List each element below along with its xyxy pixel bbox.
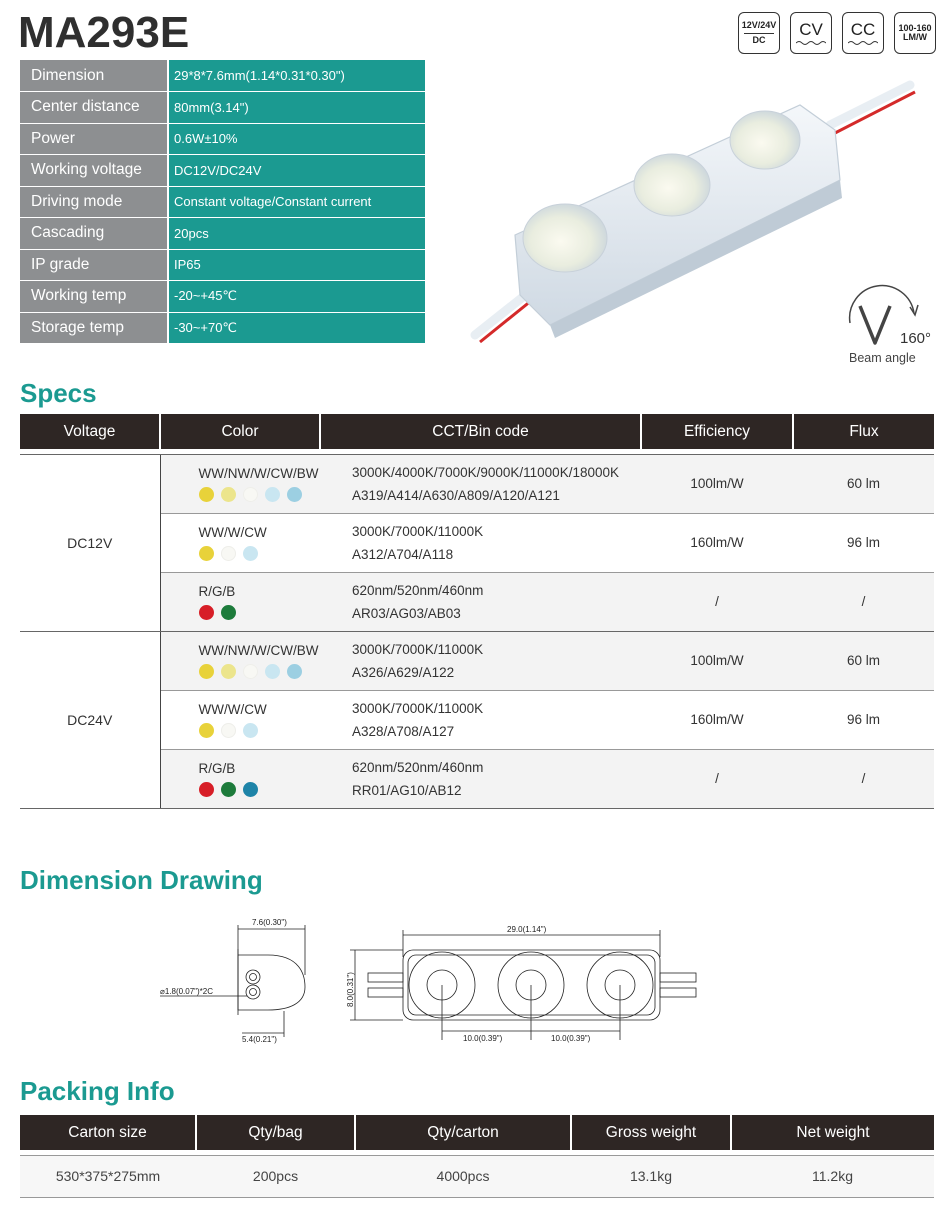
packing-header-gross-weight: Gross weight bbox=[571, 1115, 731, 1150]
beam-angle-value: 160° bbox=[900, 330, 932, 347]
color-swatch bbox=[243, 546, 258, 561]
table-row bbox=[20, 454, 934, 513]
front-view bbox=[350, 930, 696, 1040]
spec-color-name: R/G/B bbox=[198, 583, 236, 599]
specs-table bbox=[20, 414, 934, 809]
spec-efficiency: 100lm/W bbox=[641, 454, 793, 513]
color-swatch bbox=[199, 723, 214, 738]
spec-cct bbox=[320, 631, 641, 690]
color-swatch bbox=[265, 664, 280, 679]
spec-cct-values: 3000K/7000K/11000K bbox=[352, 523, 484, 539]
spec-cct-values: 620nm/520nm/460nm bbox=[352, 582, 484, 598]
spec-cct-values: 3000K/7000K/11000K bbox=[352, 700, 484, 716]
spec-flux: / bbox=[793, 572, 934, 631]
constant-voltage-icon bbox=[790, 12, 832, 54]
beam-angle-label: Beam angle bbox=[849, 351, 916, 365]
color-swatches bbox=[199, 782, 321, 797]
param-value: 20pcs bbox=[168, 218, 425, 250]
packing-header-qty-carton: Qty/carton bbox=[355, 1115, 571, 1150]
color-swatch bbox=[221, 664, 236, 679]
spec-cct-values: 3000K/4000K/7000K/9000K/11000K/18000K bbox=[352, 464, 619, 480]
color-swatch bbox=[287, 664, 302, 679]
packing-gross-weight: 13.1kg bbox=[571, 1155, 731, 1197]
color-swatch bbox=[287, 487, 302, 502]
param-label: Working voltage bbox=[20, 155, 168, 187]
color-swatches bbox=[199, 605, 321, 620]
color-swatch bbox=[265, 487, 280, 502]
color-swatch bbox=[221, 487, 236, 502]
model-title: MA293E bbox=[18, 8, 190, 57]
param-label: Driving mode bbox=[20, 186, 168, 218]
color-swatch bbox=[199, 487, 214, 502]
packing-header-qty-bag: Qty/bag bbox=[196, 1115, 355, 1150]
param-label: IP grade bbox=[20, 249, 168, 281]
color-swatch bbox=[221, 723, 236, 738]
color-swatch bbox=[243, 782, 258, 797]
spec-color-name: WW/NW/W/CW/BW bbox=[198, 465, 319, 481]
spec-efficiency: / bbox=[641, 749, 793, 808]
color-swatches bbox=[199, 487, 321, 502]
packing-header-net-weight: Net weight bbox=[731, 1115, 934, 1150]
wave-icon bbox=[796, 40, 826, 45]
packing-qty-bag: 200pcs bbox=[196, 1155, 355, 1197]
spec-flux: 96 lm bbox=[793, 513, 934, 572]
param-value: 80mm(3.14") bbox=[168, 92, 425, 124]
spec-voltage: DC24V bbox=[20, 631, 160, 808]
param-label: Center distance bbox=[20, 92, 168, 124]
param-value: 29*8*7.6mm(1.14*0.31*0.30") bbox=[168, 60, 425, 92]
param-label: Cascading bbox=[20, 218, 168, 250]
color-swatch bbox=[221, 546, 236, 561]
spec-efficiency: 160lm/W bbox=[641, 690, 793, 749]
color-swatch bbox=[221, 605, 236, 620]
spec-bin-code: A312/A704/A118 bbox=[352, 546, 454, 562]
side-top-dimension: 7.6(0.30") bbox=[252, 918, 287, 927]
dimension-drawing bbox=[150, 915, 710, 1050]
spec-color bbox=[160, 631, 320, 690]
packing-qty-carton: 4000pcs bbox=[355, 1155, 571, 1197]
param-value: IP65 bbox=[168, 249, 425, 281]
spec-bin-code: A328/A708/A127 bbox=[352, 723, 455, 739]
efficiency-icon bbox=[894, 12, 936, 54]
packing-header-carton-size: Carton size bbox=[20, 1115, 196, 1150]
spec-cct bbox=[320, 690, 641, 749]
badge-efficiency-line2: LM/W bbox=[903, 32, 927, 42]
color-swatch bbox=[199, 782, 214, 797]
param-row bbox=[20, 281, 425, 313]
param-row bbox=[20, 186, 425, 218]
spec-cct bbox=[320, 513, 641, 572]
spec-color-name: WW/W/CW bbox=[198, 524, 267, 540]
parameter-table bbox=[20, 60, 425, 344]
spec-color-name: R/G/B bbox=[198, 760, 236, 776]
param-row bbox=[20, 60, 425, 92]
param-value: -30~+70℃ bbox=[168, 312, 425, 344]
param-label: Dimension bbox=[20, 60, 168, 92]
packing-net-weight: 11.2kg bbox=[731, 1155, 934, 1197]
param-label: Storage temp bbox=[20, 312, 168, 344]
badge-cv-text: CV bbox=[799, 20, 823, 40]
param-row bbox=[20, 123, 425, 155]
certification-badges bbox=[738, 12, 936, 54]
spec-voltage: DC12V bbox=[20, 454, 160, 631]
specs-title: Specs bbox=[20, 378, 97, 408]
color-swatch bbox=[199, 664, 214, 679]
dc-voltage-icon bbox=[738, 12, 780, 54]
front-length-dimension: 29.0(1.14") bbox=[507, 925, 547, 934]
color-swatch bbox=[243, 664, 258, 679]
spec-bin-code: A319/A414/A630/A809/A120/A121 bbox=[352, 487, 560, 503]
specs-header-flux: Flux bbox=[793, 414, 934, 449]
specs-header-cct: CCT/Bin code bbox=[320, 414, 641, 449]
constant-current-icon bbox=[842, 12, 884, 54]
color-swatches bbox=[199, 664, 321, 679]
dimension-drawing-title: Dimension Drawing bbox=[20, 865, 263, 895]
packing-info-title: Packing Info bbox=[20, 1076, 175, 1106]
table-row bbox=[20, 1155, 934, 1197]
spec-color bbox=[160, 513, 320, 572]
spec-bin-code: AR03/AG03/AB03 bbox=[352, 605, 461, 621]
color-swatch bbox=[199, 605, 214, 620]
param-value: DC12V/DC24V bbox=[168, 155, 425, 187]
param-row bbox=[20, 155, 425, 187]
table-row bbox=[20, 631, 934, 690]
param-row bbox=[20, 92, 425, 124]
badge-cc-text: CC bbox=[850, 20, 876, 40]
badge-divider bbox=[744, 33, 774, 34]
spec-cct-values: 3000K/7000K/11000K bbox=[352, 641, 484, 657]
color-swatch bbox=[243, 723, 258, 738]
specs-header-efficiency: Efficiency bbox=[641, 414, 793, 449]
spec-cct bbox=[320, 454, 641, 513]
front-height-dimension: 8.0(0.31") bbox=[346, 972, 355, 1007]
wave-icon bbox=[848, 40, 878, 45]
param-value: -20~+45℃ bbox=[168, 281, 425, 313]
badge-efficiency-line1: 100-160 bbox=[898, 22, 932, 33]
param-value: Constant voltage/Constant current bbox=[168, 186, 425, 218]
packing-carton-size: 530*375*275mm bbox=[20, 1155, 196, 1197]
spec-flux: / bbox=[793, 749, 934, 808]
spec-color-name: WW/NW/W/CW/BW bbox=[198, 642, 319, 658]
badge-voltage-line1: 12V/24V bbox=[741, 20, 777, 31]
spec-flux: 96 lm bbox=[793, 690, 934, 749]
param-value: 0.6W±10% bbox=[168, 123, 425, 155]
pitch-dimension-1: 10.0(0.39") bbox=[463, 1034, 503, 1043]
param-label: Power bbox=[20, 123, 168, 155]
param-row bbox=[20, 312, 425, 344]
param-row bbox=[20, 218, 425, 250]
color-swatch bbox=[221, 782, 236, 797]
spec-color bbox=[160, 690, 320, 749]
color-swatch bbox=[199, 546, 214, 561]
spec-efficiency: / bbox=[641, 572, 793, 631]
specs-header-color: Color bbox=[160, 414, 320, 449]
side-view bbox=[160, 925, 305, 1037]
param-label: Working temp bbox=[20, 281, 168, 313]
color-swatch bbox=[243, 487, 258, 502]
param-row bbox=[20, 249, 425, 281]
spec-bin-code: RR01/AG10/AB12 bbox=[352, 782, 462, 798]
spec-efficiency: 100lm/W bbox=[641, 631, 793, 690]
pitch-dimension-2: 10.0(0.39") bbox=[551, 1034, 591, 1043]
spec-color bbox=[160, 749, 320, 808]
spec-color bbox=[160, 572, 320, 631]
color-swatches bbox=[199, 723, 321, 738]
spec-color bbox=[160, 454, 320, 513]
spec-cct-values: 620nm/520nm/460nm bbox=[352, 759, 484, 775]
side-hole-dimension: ⌀1.8(0.07")*2C bbox=[160, 987, 214, 996]
spec-color-name: WW/W/CW bbox=[198, 701, 267, 717]
spec-flux: 60 lm bbox=[793, 631, 934, 690]
beam-angle-indicator bbox=[838, 283, 943, 373]
spec-bin-code: A326/A629/A122 bbox=[352, 664, 455, 680]
packing-table bbox=[20, 1115, 934, 1198]
specs-header-voltage: Voltage bbox=[20, 414, 160, 449]
badge-voltage-line2: DC bbox=[752, 34, 766, 45]
color-swatches bbox=[199, 546, 321, 561]
spec-efficiency: 160lm/W bbox=[641, 513, 793, 572]
side-bottom-dimension: 5.4(0.21") bbox=[242, 1035, 277, 1044]
spec-flux: 60 lm bbox=[793, 454, 934, 513]
spec-cct bbox=[320, 749, 641, 808]
spec-cct bbox=[320, 572, 641, 631]
